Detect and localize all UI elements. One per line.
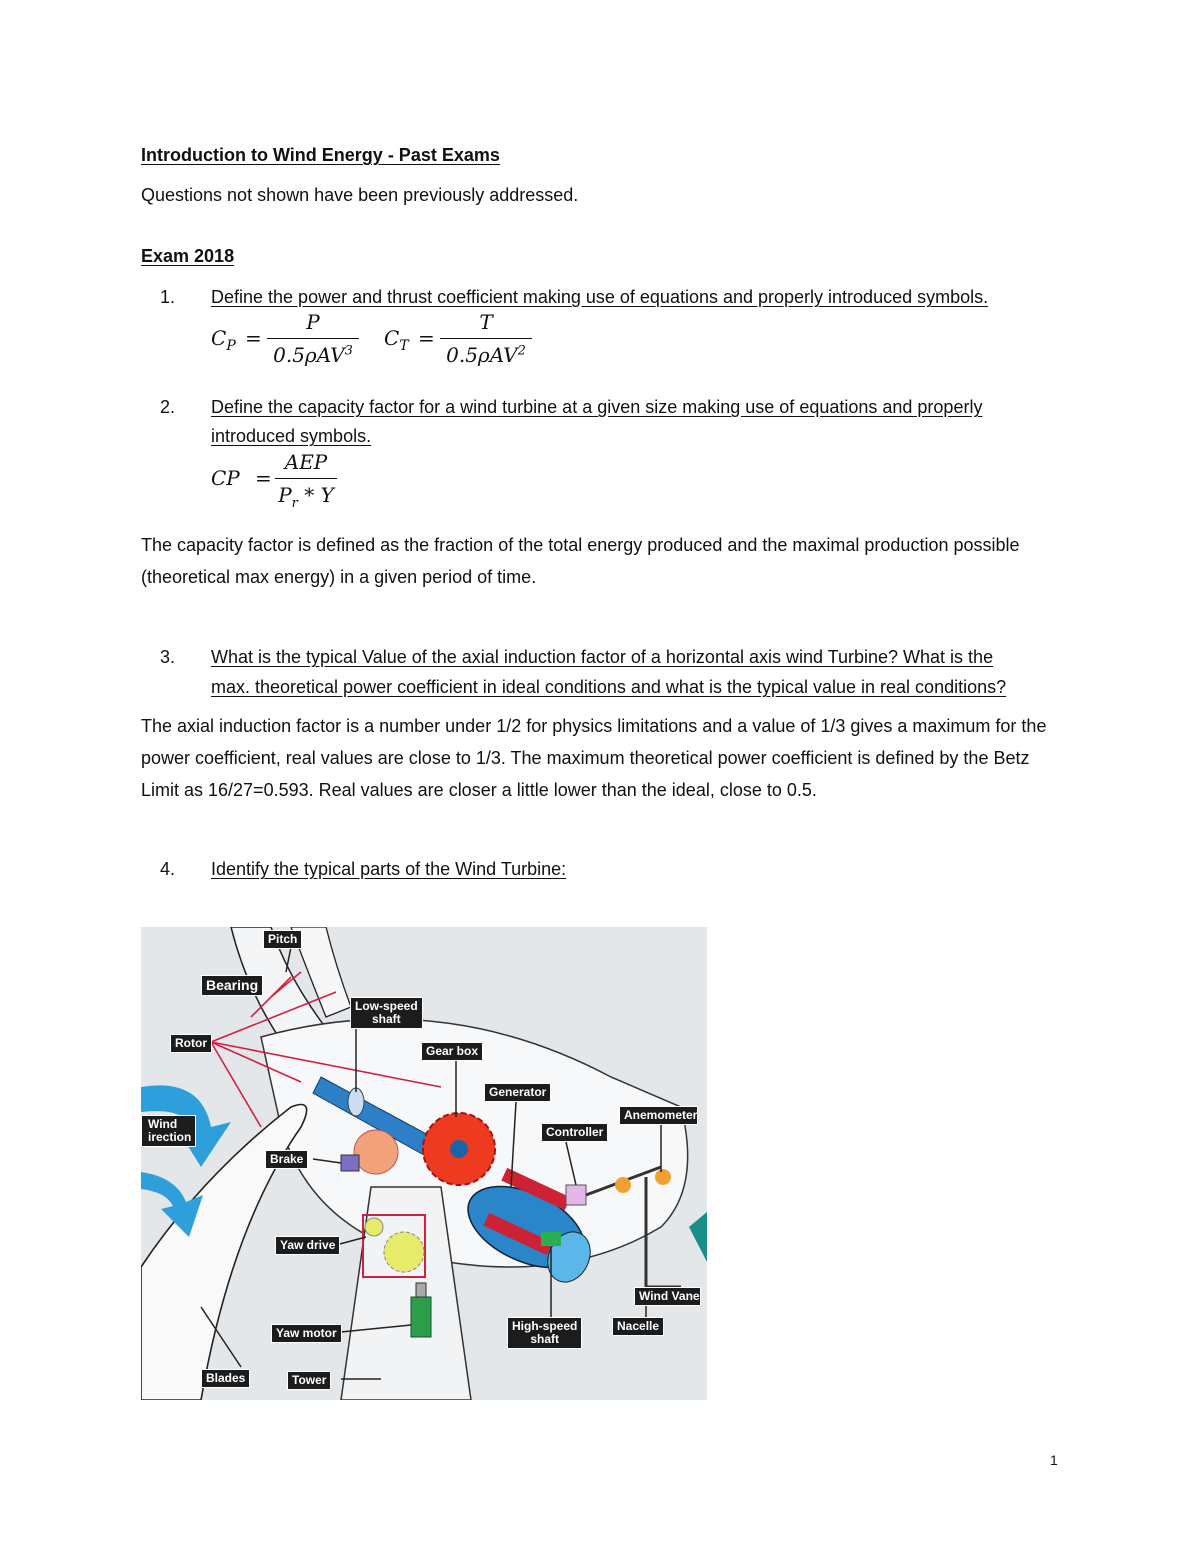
label-wind-direction: Wind irection <box>141 1115 196 1147</box>
cp-fraction <box>267 310 359 367</box>
label-wind-vane: Wind Vane <box>634 1287 701 1306</box>
label-low-speed-shaft: Low-speed shaft <box>350 997 423 1029</box>
q2-text-line1: Define the capacity factor for a wind turbine at a given size making use of equations and properly <box>211 397 983 417</box>
ct-symbol: $C_T$ <box>384 326 409 354</box>
label-yaw-drive: Yaw drive <box>275 1236 340 1255</box>
q3-answer: The axial induction factor is a number under 1/2 for physics limitations and a value of 1/3 gives a maximum for the power coefficient, real values are close to 1/3. The maximum theoretical power coefficient is defined by the Betz Limit as 16/27=0.593. Real values are closer a little lower than the ideal, close to 0.5. <box>141 716 1047 800</box>
label-controller: Controller <box>541 1123 608 1142</box>
cf-equals: = <box>255 466 272 490</box>
cf-fraction <box>275 450 337 511</box>
page-number: 1 <box>1050 1452 1058 1468</box>
intro-text: Questions not shown have been previously addressed. <box>141 185 579 205</box>
cf-symbol: CP <box>211 466 240 490</box>
ct-fraction <box>440 310 532 367</box>
q2-answer: The capacity factor is defined as the fraction of the total energy produced and the maximal production possible (theoretical max energy) in a given period of time. <box>141 535 1020 587</box>
label-yaw-motor: Yaw motor <box>271 1324 342 1343</box>
q2-number: 2. <box>160 397 176 417</box>
ct-numerator: T <box>440 310 532 339</box>
label-rotor: Rotor <box>170 1034 212 1053</box>
label-blades: Blades <box>201 1369 250 1388</box>
q3-text-line2: max. theoretical power coefficient in ideal conditions and what is the typical value in real conditions? <box>211 677 1007 697</box>
label-high-speed-shaft: High-speed shaft <box>507 1317 582 1349</box>
ct-equals: = <box>418 326 435 350</box>
wind-turbine-diagram <box>141 927 707 1400</box>
label-pitch: Pitch <box>263 930 302 949</box>
cp-symbol: $C_P$ <box>211 326 236 354</box>
page-title: Introduction to Wind Energy - Past Exams <box>141 145 500 165</box>
label-generator: Generator <box>484 1083 551 1102</box>
label-bearing: Bearing <box>201 975 263 996</box>
label-anemometer: Anemometer <box>619 1106 698 1125</box>
label-tower: Tower <box>287 1371 331 1390</box>
q3-number: 3. <box>160 647 176 667</box>
label-nacelle: Nacelle <box>612 1317 664 1336</box>
q4-text: Identify the typical parts of the Wind Turbine: <box>211 859 567 879</box>
q1-number: 1. <box>160 287 176 307</box>
cf-denominator: $P_r$ * Y <box>278 483 334 511</box>
label-gear-box: Gear box <box>421 1042 483 1061</box>
cp-denominator: 0.5ρAV$^3$ <box>273 343 353 367</box>
q3-text-line1: What is the typical Value of the axial induction factor of a horizontal axis wind Turbine? What is the <box>211 647 994 667</box>
q1-text: Define the power and thrust coefficient making use of equations and properly introduced symbols. <box>211 287 989 307</box>
ct-denominator: 0.5ρAV$^2$ <box>446 343 526 367</box>
section-heading: Exam 2018 <box>141 246 235 266</box>
cp-equals: = <box>245 326 262 350</box>
q4-number: 4. <box>160 859 176 879</box>
cp-numerator: P <box>267 310 359 339</box>
cf-numerator: AEP <box>275 450 337 479</box>
q2-text-line2: introduced symbols. <box>211 426 372 446</box>
label-brake: Brake <box>265 1150 308 1169</box>
